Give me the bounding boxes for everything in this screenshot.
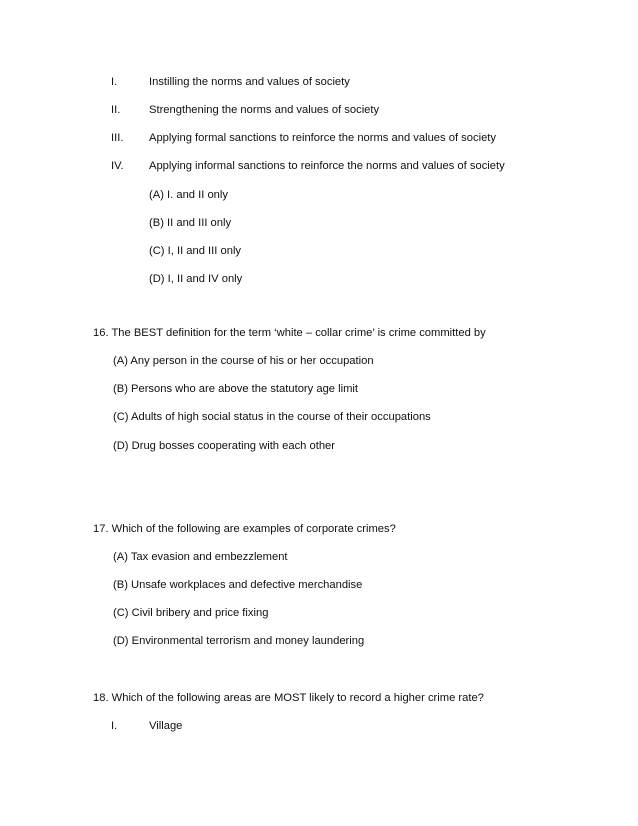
option-c: (C) I, II and III only [149, 245, 242, 257]
statement-numeral: I. [111, 720, 118, 732]
question-18: 18. Which of the following areas are MOST likely to record a higher crime rate? [93, 692, 484, 704]
q16-option-a: (A) Any person in the course of his or her occupation [113, 355, 374, 367]
q17-option-b: (B) Unsafe workplaces and defective merchandise [113, 579, 363, 591]
statement-numeral: I. [111, 76, 118, 88]
question-17: 17. Which of the following are examples of corporate crimes? [93, 523, 396, 535]
question-16: 16. The BEST definition for the term ‘white – collar crime’ is crime committed by [93, 327, 486, 339]
statement-text: Instilling the norms and values of society [149, 76, 350, 88]
q16-option-c: (C) Adults of high social status in the course of their occupations [113, 411, 431, 423]
q16-option-b: (B) Persons who are above the statutory age limit [113, 383, 358, 395]
statement-text: Applying informal sanctions to reinforce the norms and values of society [149, 160, 505, 172]
statement-text: Applying formal sanctions to reinforce the norms and values of society [149, 132, 496, 144]
statement-text: Strengthening the norms and values of society [149, 104, 380, 116]
q17-option-c: (C) Civil bribery and price fixing [113, 607, 269, 619]
statement-text: Village [149, 720, 183, 732]
q17-option-d: (D) Environmental terrorism and money laundering [113, 635, 365, 647]
statement-numeral: IV. [111, 160, 124, 172]
q16-option-d: (D) Drug bosses cooperating with each other [113, 440, 335, 452]
q17-option-a: (A) Tax evasion and embezzlement [113, 551, 288, 563]
statement-numeral: II. [111, 104, 121, 116]
option-d: (D) I, II and IV only [149, 273, 243, 285]
option-b: (B) II and III only [149, 217, 232, 229]
option-a: (A) I. and II only [149, 189, 228, 201]
statement-numeral: III. [111, 132, 124, 144]
